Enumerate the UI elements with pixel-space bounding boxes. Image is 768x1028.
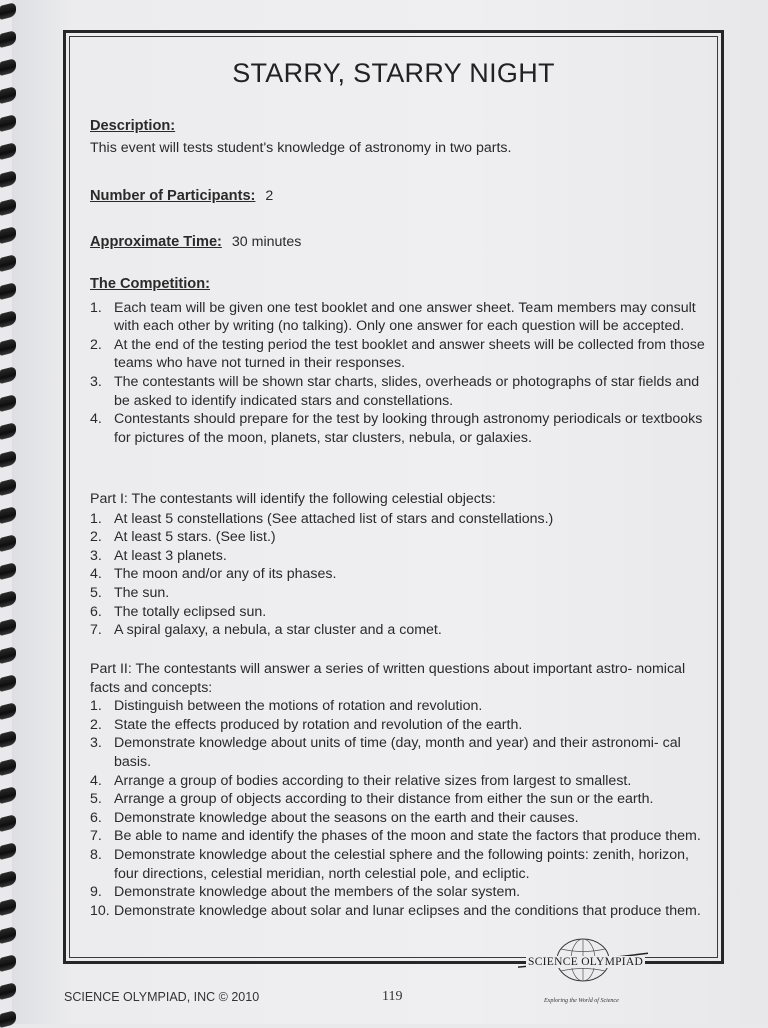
list-item <box>90 565 710 584</box>
spiral-coil <box>0 982 16 1000</box>
list-item <box>90 603 710 622</box>
list-item-text: At least 5 stars. (See list.) <box>114 529 276 546</box>
list-item-number: 4. <box>90 566 102 583</box>
list-item-text: The contestants will be shown star charts, slides, overheads or photographs of star fields and be asked to identify indicated stars and constellations. <box>114 373 700 409</box>
list-item-number: 4. <box>90 772 102 789</box>
spiral-coil <box>0 58 16 76</box>
spiral-coil <box>0 478 16 496</box>
participants-heading: Number of Participants: <box>90 188 256 204</box>
list-item-number: 2. <box>90 336 102 353</box>
list-item-text: Demonstrate knowledge about units of time (day, month and year) and their astronomi- cal basis. <box>114 735 681 770</box>
list-item-number: 3. <box>90 373 102 390</box>
list-item-number: 3. <box>90 547 102 564</box>
spiral-coil <box>0 534 16 552</box>
part1-section <box>90 490 710 640</box>
spiral-coil <box>0 1010 16 1028</box>
list-item <box>90 846 710 883</box>
list-item-text: At least 5 constellations (See attached list of stars and constellations.) <box>114 510 554 527</box>
time-heading: Approximate Time: <box>90 234 222 250</box>
spiral-coil <box>0 702 16 720</box>
participants-section <box>90 187 710 206</box>
competition-heading: The Competition: <box>90 276 210 292</box>
list-item-text: Distinguish between the motions of rotation and revolution. <box>114 698 483 715</box>
list-item-text: Arrange a group of bodies according to their relative sizes from largest to smallest. <box>114 772 632 789</box>
spiral-coil <box>0 842 16 860</box>
list-item-number: 2. <box>90 529 102 546</box>
list-item-text: State the effects produced by rotation and revolution of the earth. <box>114 716 523 733</box>
competition-list <box>90 299 710 448</box>
list-item-number: 5. <box>90 584 102 601</box>
spiral-coil <box>0 198 16 216</box>
list-item <box>90 410 710 447</box>
list-item <box>90 790 710 809</box>
list-item <box>90 716 710 735</box>
list-item-text: Demonstrate knowledge about solar and lunar eclipses and the conditions that produce them. <box>114 902 701 919</box>
list-item-number: 1. <box>90 510 102 527</box>
spiral-coil <box>0 142 16 160</box>
spiral-coil <box>0 282 16 300</box>
spiral-coil <box>0 506 16 524</box>
list-item-number: 6. <box>90 603 102 620</box>
list-item-number: 9. <box>90 884 102 901</box>
list-item-number: 6. <box>90 809 102 826</box>
spiral-coil <box>0 646 16 664</box>
spiral-coil <box>0 170 16 188</box>
part1-list <box>90 510 710 640</box>
list-item-number: 1. <box>90 299 102 316</box>
list-item-number: 1. <box>90 698 102 715</box>
list-item <box>90 883 710 902</box>
part1-intro: Part I: The contestants will identify the following celestial objects: <box>90 491 496 507</box>
part2-list <box>90 697 710 920</box>
spiral-coil <box>0 2 16 20</box>
list-item-number: 10. <box>90 902 110 919</box>
spiral-coil <box>0 114 16 132</box>
spiral-coil <box>0 926 16 944</box>
list-item <box>90 697 710 716</box>
description-text: This event will tests student's knowledge of astronomy in two parts. <box>90 139 512 156</box>
list-item <box>90 336 710 373</box>
spiral-coil <box>0 394 16 412</box>
participants-value: 2 <box>265 188 274 204</box>
spiral-coil <box>0 422 16 440</box>
spiral-coil <box>0 562 16 580</box>
time-section <box>90 233 710 252</box>
list-item-text: Be able to name and identify the phases of the moon and state the factors that produce them. <box>114 828 701 845</box>
list-item-text: At least 3 planets. <box>114 547 227 564</box>
list-item-text: The sun. <box>114 584 170 601</box>
spiral-coil <box>0 450 16 468</box>
spiral-coil <box>0 30 16 48</box>
spiral-binding <box>0 0 20 1024</box>
spiral-coil <box>0 730 16 748</box>
list-item <box>90 584 710 603</box>
list-item-number: 7. <box>90 622 102 639</box>
list-item <box>90 902 710 921</box>
time-value: 30 minutes <box>231 234 302 250</box>
list-item-text: At the end of the testing period the test booklet and answer sheets will be collected from those teams who have not turned in their responses. <box>114 336 705 372</box>
list-item-number: 3. <box>90 735 102 752</box>
list-item <box>90 510 710 529</box>
spiral-coil <box>0 254 16 272</box>
spiral-coil <box>0 954 16 972</box>
list-item <box>90 621 710 640</box>
list-item-text: Arrange a group of objects according to their distance from either the sun or the earth. <box>114 791 654 808</box>
part2-intro: Part II: The contestants will answer a series of written questions about important astro- nomical facts and concepts: <box>90 661 686 696</box>
list-item-number: 2. <box>90 716 102 733</box>
spiral-coil <box>0 338 16 356</box>
list-item-text: Demonstrate knowledge about the celestial sphere and the following points: zenith, horizon, four directions, celestial meridian, north celestial pole, and ecliptic. <box>114 846 689 882</box>
list-item-number: 8. <box>90 846 102 863</box>
list-item-text: Demonstrate knowledge about the members of the solar system. <box>114 884 521 901</box>
list-item-text: Each team will be given one test booklet and one answer sheet. Team members may consult with each other by writing (no talking). Only one answer for each question will be accepted. <box>114 299 696 335</box>
list-item <box>90 772 710 791</box>
spiral-coil <box>0 86 16 104</box>
list-item <box>90 809 710 828</box>
spiral-coil <box>0 590 16 608</box>
page-number: 119 <box>382 989 403 1004</box>
spiral-coil <box>0 814 16 832</box>
spiral-coil <box>0 226 16 244</box>
list-item-text: Demonstrate knowledge about the seasons on the earth and their causes. <box>114 809 579 826</box>
footer-copyright: SCIENCE OLYMPIAD, INC © 2010 <box>64 990 260 1004</box>
spiral-coil <box>0 310 16 328</box>
description-heading: Description: <box>90 118 176 134</box>
list-item-number: 5. <box>90 791 102 808</box>
spiral-coil <box>0 674 16 692</box>
logo-tagline: Exploring the World of Science <box>544 998 619 1004</box>
logo-wordmark: SCIENCE OLYMPIAD <box>528 956 644 968</box>
list-item <box>90 528 710 547</box>
spiral-coil <box>0 758 16 776</box>
list-item-text: A spiral galaxy, a nebula, a star cluster and a comet. <box>114 622 442 639</box>
spiral-coil <box>0 898 16 916</box>
part2-section <box>90 660 710 920</box>
page-title: STARRY, STARRY NIGHT <box>232 58 555 88</box>
list-item <box>90 373 710 410</box>
list-item <box>90 734 710 771</box>
description-section <box>90 117 710 157</box>
competition-section <box>90 275 710 447</box>
list-item-text: The moon and/or any of its phases. <box>114 566 337 583</box>
list-item-number: 4. <box>90 411 102 428</box>
spiral-coil <box>0 618 16 636</box>
list-item <box>90 827 710 846</box>
list-item-number: 7. <box>90 828 102 845</box>
spiral-coil <box>0 366 16 384</box>
list-item-text: Contestants should prepare for the test by looking through astronomy periodicals or textbooks for pictures of the moon, planets, star clusters, nebula, or galaxies. <box>114 411 703 446</box>
list-item <box>90 299 710 336</box>
list-item-text: The totally eclipsed sun. <box>114 603 267 620</box>
spiral-coil <box>0 786 16 804</box>
list-item <box>90 547 710 566</box>
spiral-coil <box>0 870 16 888</box>
